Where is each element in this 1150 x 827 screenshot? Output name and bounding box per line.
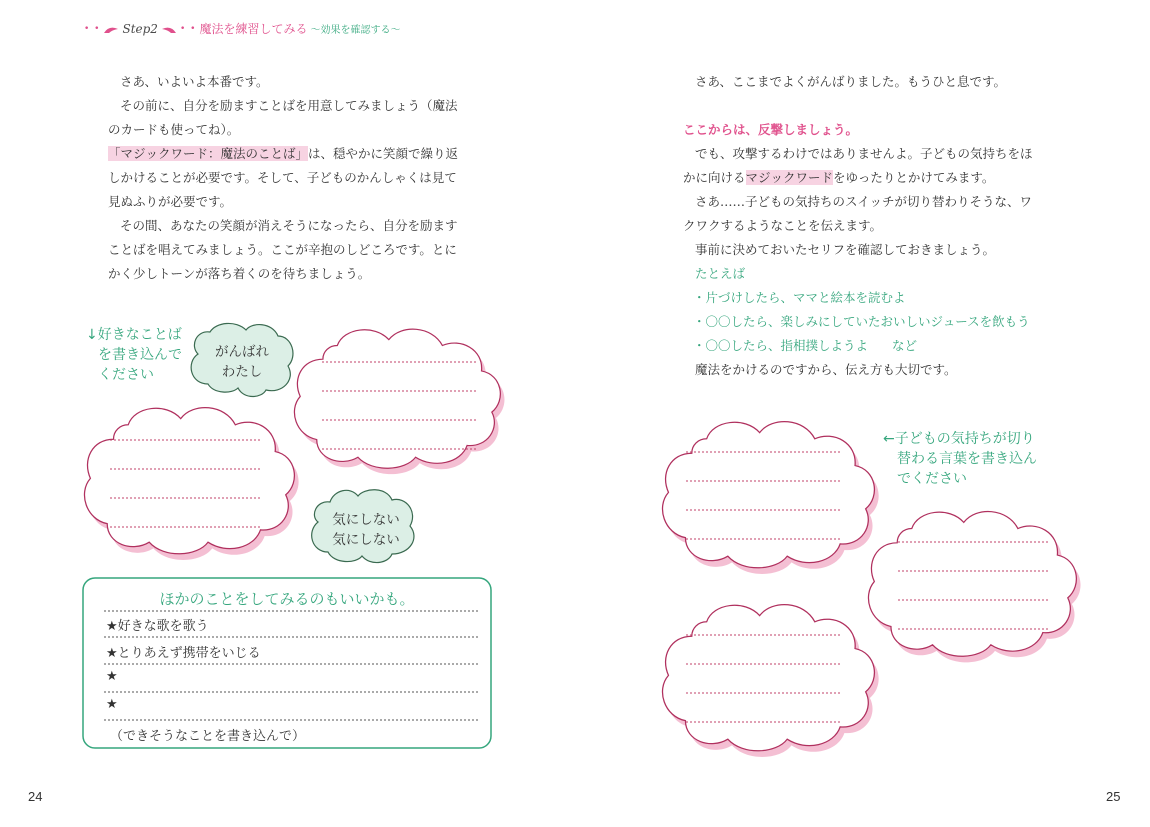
paragraph: さあ、いよいよ本番です。 bbox=[120, 74, 269, 89]
paragraph: 事前に決めておいたセリフを確認しておきましょう。 bbox=[695, 242, 996, 257]
paragraph bbox=[683, 166, 1053, 190]
magic-word-highlight: 「マジックワード：魔法のことば」 bbox=[108, 146, 309, 161]
page-number: 24 bbox=[28, 789, 43, 804]
example-suffix: など bbox=[892, 338, 918, 353]
writing-cloud bbox=[294, 329, 504, 474]
chapter-subtitle: 〜効果を確認する〜 bbox=[310, 25, 401, 36]
example-item: ・〇〇したら、楽しみにしていたおいしいジュースを飲もう bbox=[693, 314, 1030, 329]
paragraph: しかけることが必要です。そして、子どものかんしゃくは見て bbox=[108, 170, 457, 185]
spacer bbox=[683, 94, 1053, 118]
instruction-line: 替わる言葉を書き込ん bbox=[897, 451, 1037, 467]
paragraph: さあ、ここまでよくがんばりました。もうひと息です。 bbox=[695, 74, 1007, 89]
right-body-text bbox=[683, 70, 1053, 382]
paragraph-text: をゆったりとかけてみます。 bbox=[833, 170, 995, 185]
instruction-line: を書き込んで bbox=[98, 347, 182, 363]
option-note: （できそうなことを書き込んで） bbox=[110, 729, 306, 744]
example-item: ・片づけしたら、ママと絵本を読むよ bbox=[693, 290, 906, 305]
writing-cloud bbox=[84, 408, 298, 560]
paragraph: ことばを唱えてみましょう。ここが辛抱のしどころです。とに bbox=[108, 242, 457, 257]
option-row: ★とりあえず携帯をいじる bbox=[106, 646, 261, 661]
instruction-line: ←子どもの気持ちが切り bbox=[883, 431, 1035, 447]
options-box-title: ほかのことをしてみるのもいいかも。 bbox=[159, 590, 415, 608]
writing-cloud bbox=[868, 512, 1080, 663]
writing-cloud bbox=[663, 605, 879, 757]
writing-cloud bbox=[663, 422, 879, 574]
bubble-line: 気にしない bbox=[332, 532, 400, 548]
right-instruction bbox=[883, 429, 1037, 489]
bubble-line: わたし bbox=[221, 364, 263, 380]
magic-word-highlight: マジックワード bbox=[745, 170, 834, 185]
option-row: ★ bbox=[106, 669, 118, 684]
paragraph: 見ぬふりが必要です。 bbox=[108, 194, 233, 209]
instruction-line: ください bbox=[98, 367, 154, 383]
paragraph: クワクするようなことを伝えます。 bbox=[683, 218, 883, 233]
paragraph-text: は、穏やかに笑顔で繰り返 bbox=[308, 146, 459, 161]
paragraph: かく少しトーンが落ち着くのを待ちましょう。 bbox=[108, 266, 371, 281]
instruction-line: でください bbox=[897, 471, 967, 487]
bubble-text bbox=[322, 510, 410, 550]
instruction-line: ↓好きなことば bbox=[86, 327, 182, 343]
decoration-dots: • • bbox=[84, 23, 101, 34]
option-row: ★ bbox=[106, 697, 118, 712]
paragraph: のカードも使ってね）。 bbox=[108, 122, 240, 137]
paragraph: さあ……子どもの気持ちのスイッチが切り替わりそうな、ワ bbox=[695, 194, 1033, 209]
section-heading: ここからは、反撃しましょう。 bbox=[683, 122, 859, 137]
bubble-text bbox=[204, 342, 280, 382]
paragraph-text: かに向ける bbox=[683, 170, 746, 185]
bubble-line: がんばれ bbox=[215, 344, 269, 360]
paragraph: 魔法をかけるのですから、伝え方も大切です。 bbox=[695, 362, 957, 377]
example-item bbox=[683, 334, 1053, 358]
page-number: 25 bbox=[1106, 789, 1121, 804]
examples-label: たとえば bbox=[695, 266, 746, 281]
paragraph: その間、あなたの笑顔が消えそうになったら、自分を励ます bbox=[120, 218, 458, 233]
paragraph: その前に、自分を励ますことばを用意してみましょう（魔法 bbox=[120, 98, 458, 113]
bubble-line: 気にしない bbox=[332, 512, 400, 528]
step-label: Step2 bbox=[122, 21, 158, 36]
example-text: ・〇〇したら、指相撲しようよ bbox=[693, 338, 869, 353]
chapter-title: 魔法を練習してみる bbox=[199, 22, 308, 36]
paragraph: でも、攻撃するわけではありませんよ。子どもの気持ちをほ bbox=[695, 146, 1033, 161]
decoration-dots: • • bbox=[179, 23, 197, 34]
option-row: ★好きな歌を歌う bbox=[106, 619, 209, 634]
